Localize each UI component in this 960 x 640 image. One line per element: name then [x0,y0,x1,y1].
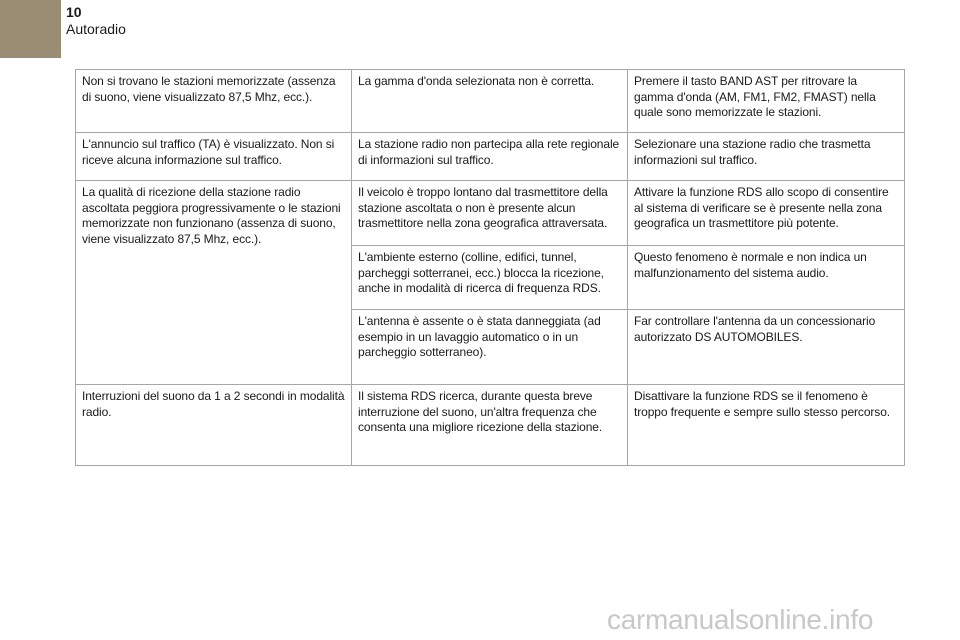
table-row [76,385,905,466]
watermark: carmanualsonline.info [607,604,874,635]
cause-cell: La gamma d'onda selezionata non è corretta. [352,70,628,133]
problem-cell: La qualità di ricezione della stazione radio ascoltata peggiora progressivamente o le stazioni memorizzate non funzionano (assenza di suono, viene visualizzato 87,5 Mhz, ecc.). [76,181,352,385]
cause-cell: Il veicolo è troppo lontano dal trasmettitore della stazione ascoltata o non è presente alcun trasmettitore nella zona geografica attraversata. [352,181,628,246]
cause-cell: L'ambiente esterno (colline, edifici, tunnel, parcheggi sotterranei, ecc.) blocca la ricezione, anche in modalità di ricerca di frequenza RDS. [352,246,628,310]
problem-cell: Non si trovano le stazioni memorizzate (assenza di suono, viene visualizzato 87,5 Mhz, ecc.). [76,70,352,133]
page-number: 10 [66,4,82,20]
table-row [76,181,905,246]
cause-cell: L'antenna è assente o è stata danneggiata (ad esempio in un lavaggio automatico o in un parcheggio sotterraneo). [352,310,628,385]
table-row [76,70,905,133]
section-title: Autoradio [66,21,126,37]
problem-cell: Interruzioni del suono da 1 a 2 secondi in modalità radio. [76,385,352,466]
troubleshooting-table [75,69,905,466]
solution-cell: Attivare la funzione RDS allo scopo di consentire al sistema di verificare se è presente nella zona geografica un trasmettitore più potente. [628,181,905,246]
solution-cell: Selezionare una stazione radio che trasmetta informazioni sul traffico. [628,133,905,181]
solution-cell: Disattivare la funzione RDS se il fenomeno è troppo frequente e sempre sullo stesso percorso. [628,385,905,466]
problem-cell: L'annuncio sul traffico (TA) è visualizzato. Non si riceve alcuna informazione sul traffico. [76,133,352,181]
solution-cell: Questo fenomeno è normale e non indica un malfunzionamento del sistema audio. [628,246,905,310]
cause-cell: Il sistema RDS ricerca, durante questa breve interruzione del suono, un'altra frequenza che consenta una migliore ricezione della stazione. [352,385,628,466]
table-row [76,133,905,181]
cause-cell: La stazione radio non partecipa alla rete regionale di informazioni sul traffico. [352,133,628,181]
solution-cell: Premere il tasto BAND AST per ritrovare la gamma d'onda (AM, FM1, FM2, FMAST) nella quale sono memorizzate le stazioni. [628,70,905,133]
solution-cell: Far controllare l'antenna da un concessionario autorizzato DS AUTOMOBILES. [628,310,905,385]
section-tab [0,0,61,58]
